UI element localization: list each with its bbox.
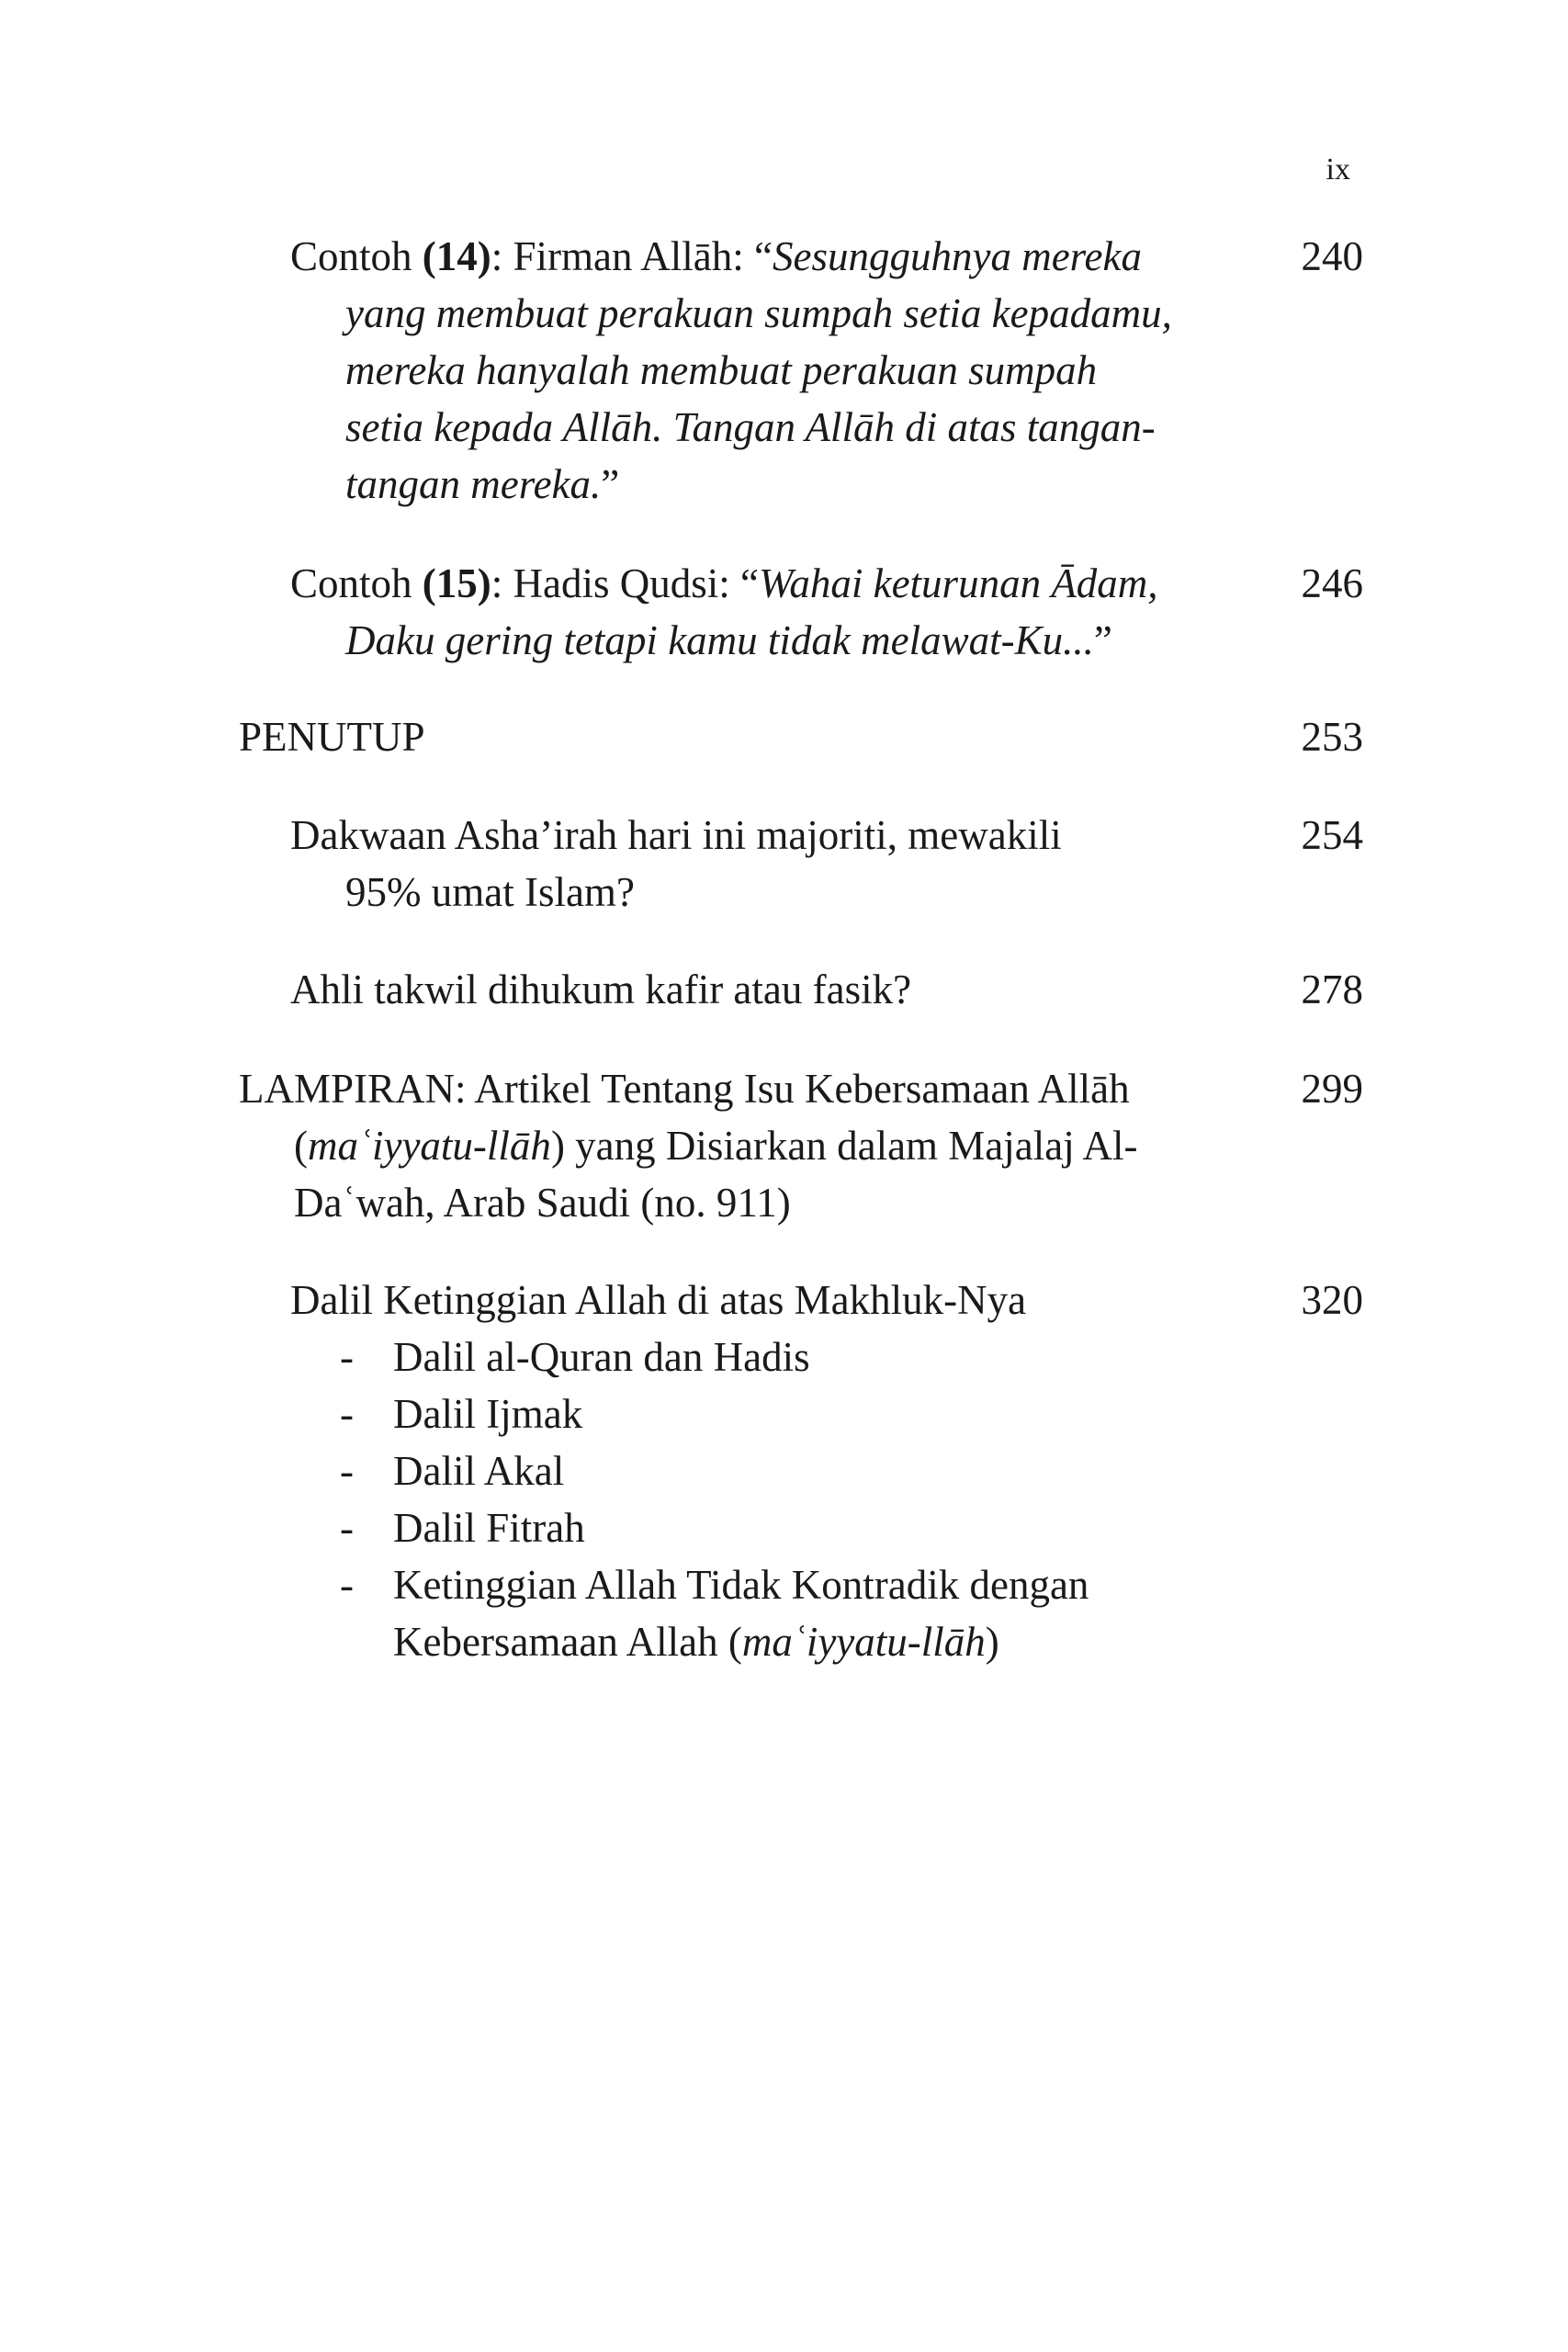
dash-bullet: - — [340, 1334, 354, 1380]
subitem-label: Kebersamaan Allah ( — [393, 1619, 742, 1665]
entry-quote-line: Wahai keturunan Ādam, — [759, 560, 1158, 606]
entry-number: (15) — [422, 560, 491, 606]
entry-quote-line: tangan mereka. — [345, 461, 602, 507]
toc-entry-title: Ahli takwil dihukum kafir atau fasik? — [290, 967, 912, 1012]
subitem-label: Dalil Ijmak — [393, 1391, 583, 1437]
close-quote: ” — [1093, 617, 1112, 663]
toc-entry-title — [290, 228, 1172, 513]
toc-section-title — [239, 1060, 1138, 1231]
entry-quote-line: mereka hanyalah membuat perakuan sumpah — [345, 347, 1098, 393]
page-number: 254 — [1301, 812, 1363, 858]
page-number: 253 — [1301, 714, 1363, 760]
toc-subitem[interactable] — [340, 1499, 1089, 1556]
entry-line: LAMPIRAN: Artikel Tentang Isu Kebersamaan Allāh — [239, 1066, 1130, 1112]
dash-bullet: - — [340, 1391, 354, 1437]
entry-italic-term: maʿiyyatu-llāh — [308, 1123, 551, 1169]
subitem-label: Dalil Fitrah — [393, 1505, 585, 1551]
entry-quote-line: Sesungguhnya mereka — [772, 233, 1142, 279]
open-paren: ( — [294, 1123, 308, 1169]
entry-italic-term: maʿiyyatu-llāh — [741, 1619, 986, 1665]
toc-subitem-continuation — [340, 1613, 1089, 1670]
toc-entry-title — [290, 555, 1158, 669]
close-quote: ” — [601, 461, 620, 507]
page-folio: ix — [1325, 153, 1350, 187]
entry-quote-line: setia kepada Allāh. Tangan Allāh di atas tangan- — [345, 404, 1156, 450]
page-number: 320 — [1301, 1277, 1363, 1323]
toc-subitem[interactable] — [340, 1385, 1089, 1442]
entry-line: Dakwaan Asha’irah hari ini majoriti, mewakili — [290, 812, 1062, 858]
entry-source: : Hadis Qudsi: “ — [491, 560, 759, 606]
entry-line: Daʿwah, Arab Saudi (no. 911) — [294, 1180, 791, 1226]
entry-quote-line: Daku gering tetapi kamu tidak melawat-Ku... — [345, 617, 1094, 663]
entry-source: : Firman Allāh: “ — [491, 233, 773, 279]
entry-label: Contoh — [290, 233, 412, 279]
entry-label: Contoh — [290, 560, 412, 606]
entry-number: (14) — [422, 233, 491, 279]
entry-line: ) yang Disiarkan dalam Majalaj Al- — [550, 1123, 1138, 1169]
toc-entry-title — [290, 807, 1062, 921]
entry-line: 95% umat Islam? — [345, 869, 635, 915]
dash-bullet: - — [340, 1448, 354, 1494]
toc-section-title: PENUTUP — [239, 714, 425, 760]
subitem-label: Dalil al-Quran dan Hadis — [393, 1334, 810, 1380]
page-number: 278 — [1301, 967, 1363, 1012]
dash-bullet: - — [340, 1505, 354, 1551]
page-number: 246 — [1301, 560, 1363, 606]
close-paren: ) — [985, 1619, 999, 1665]
toc-subitem[interactable] — [340, 1442, 1089, 1499]
toc-entry-title: Dalil Ketinggian Allah di atas Makhluk-Nya — [290, 1277, 1027, 1323]
toc-subitem[interactable] — [340, 1329, 1089, 1385]
subitem-label: Ketinggian Allah Tidak Kontradik dengan — [393, 1562, 1089, 1608]
entry-quote-line: yang membuat perakuan sumpah setia kepadamu, — [345, 290, 1172, 336]
page-number: 240 — [1301, 233, 1363, 279]
dash-bullet: - — [340, 1562, 354, 1608]
page-number: 299 — [1301, 1066, 1363, 1112]
subitem-label: Dalil Akal — [393, 1448, 565, 1494]
toc-subitem[interactable] — [340, 1556, 1089, 1613]
